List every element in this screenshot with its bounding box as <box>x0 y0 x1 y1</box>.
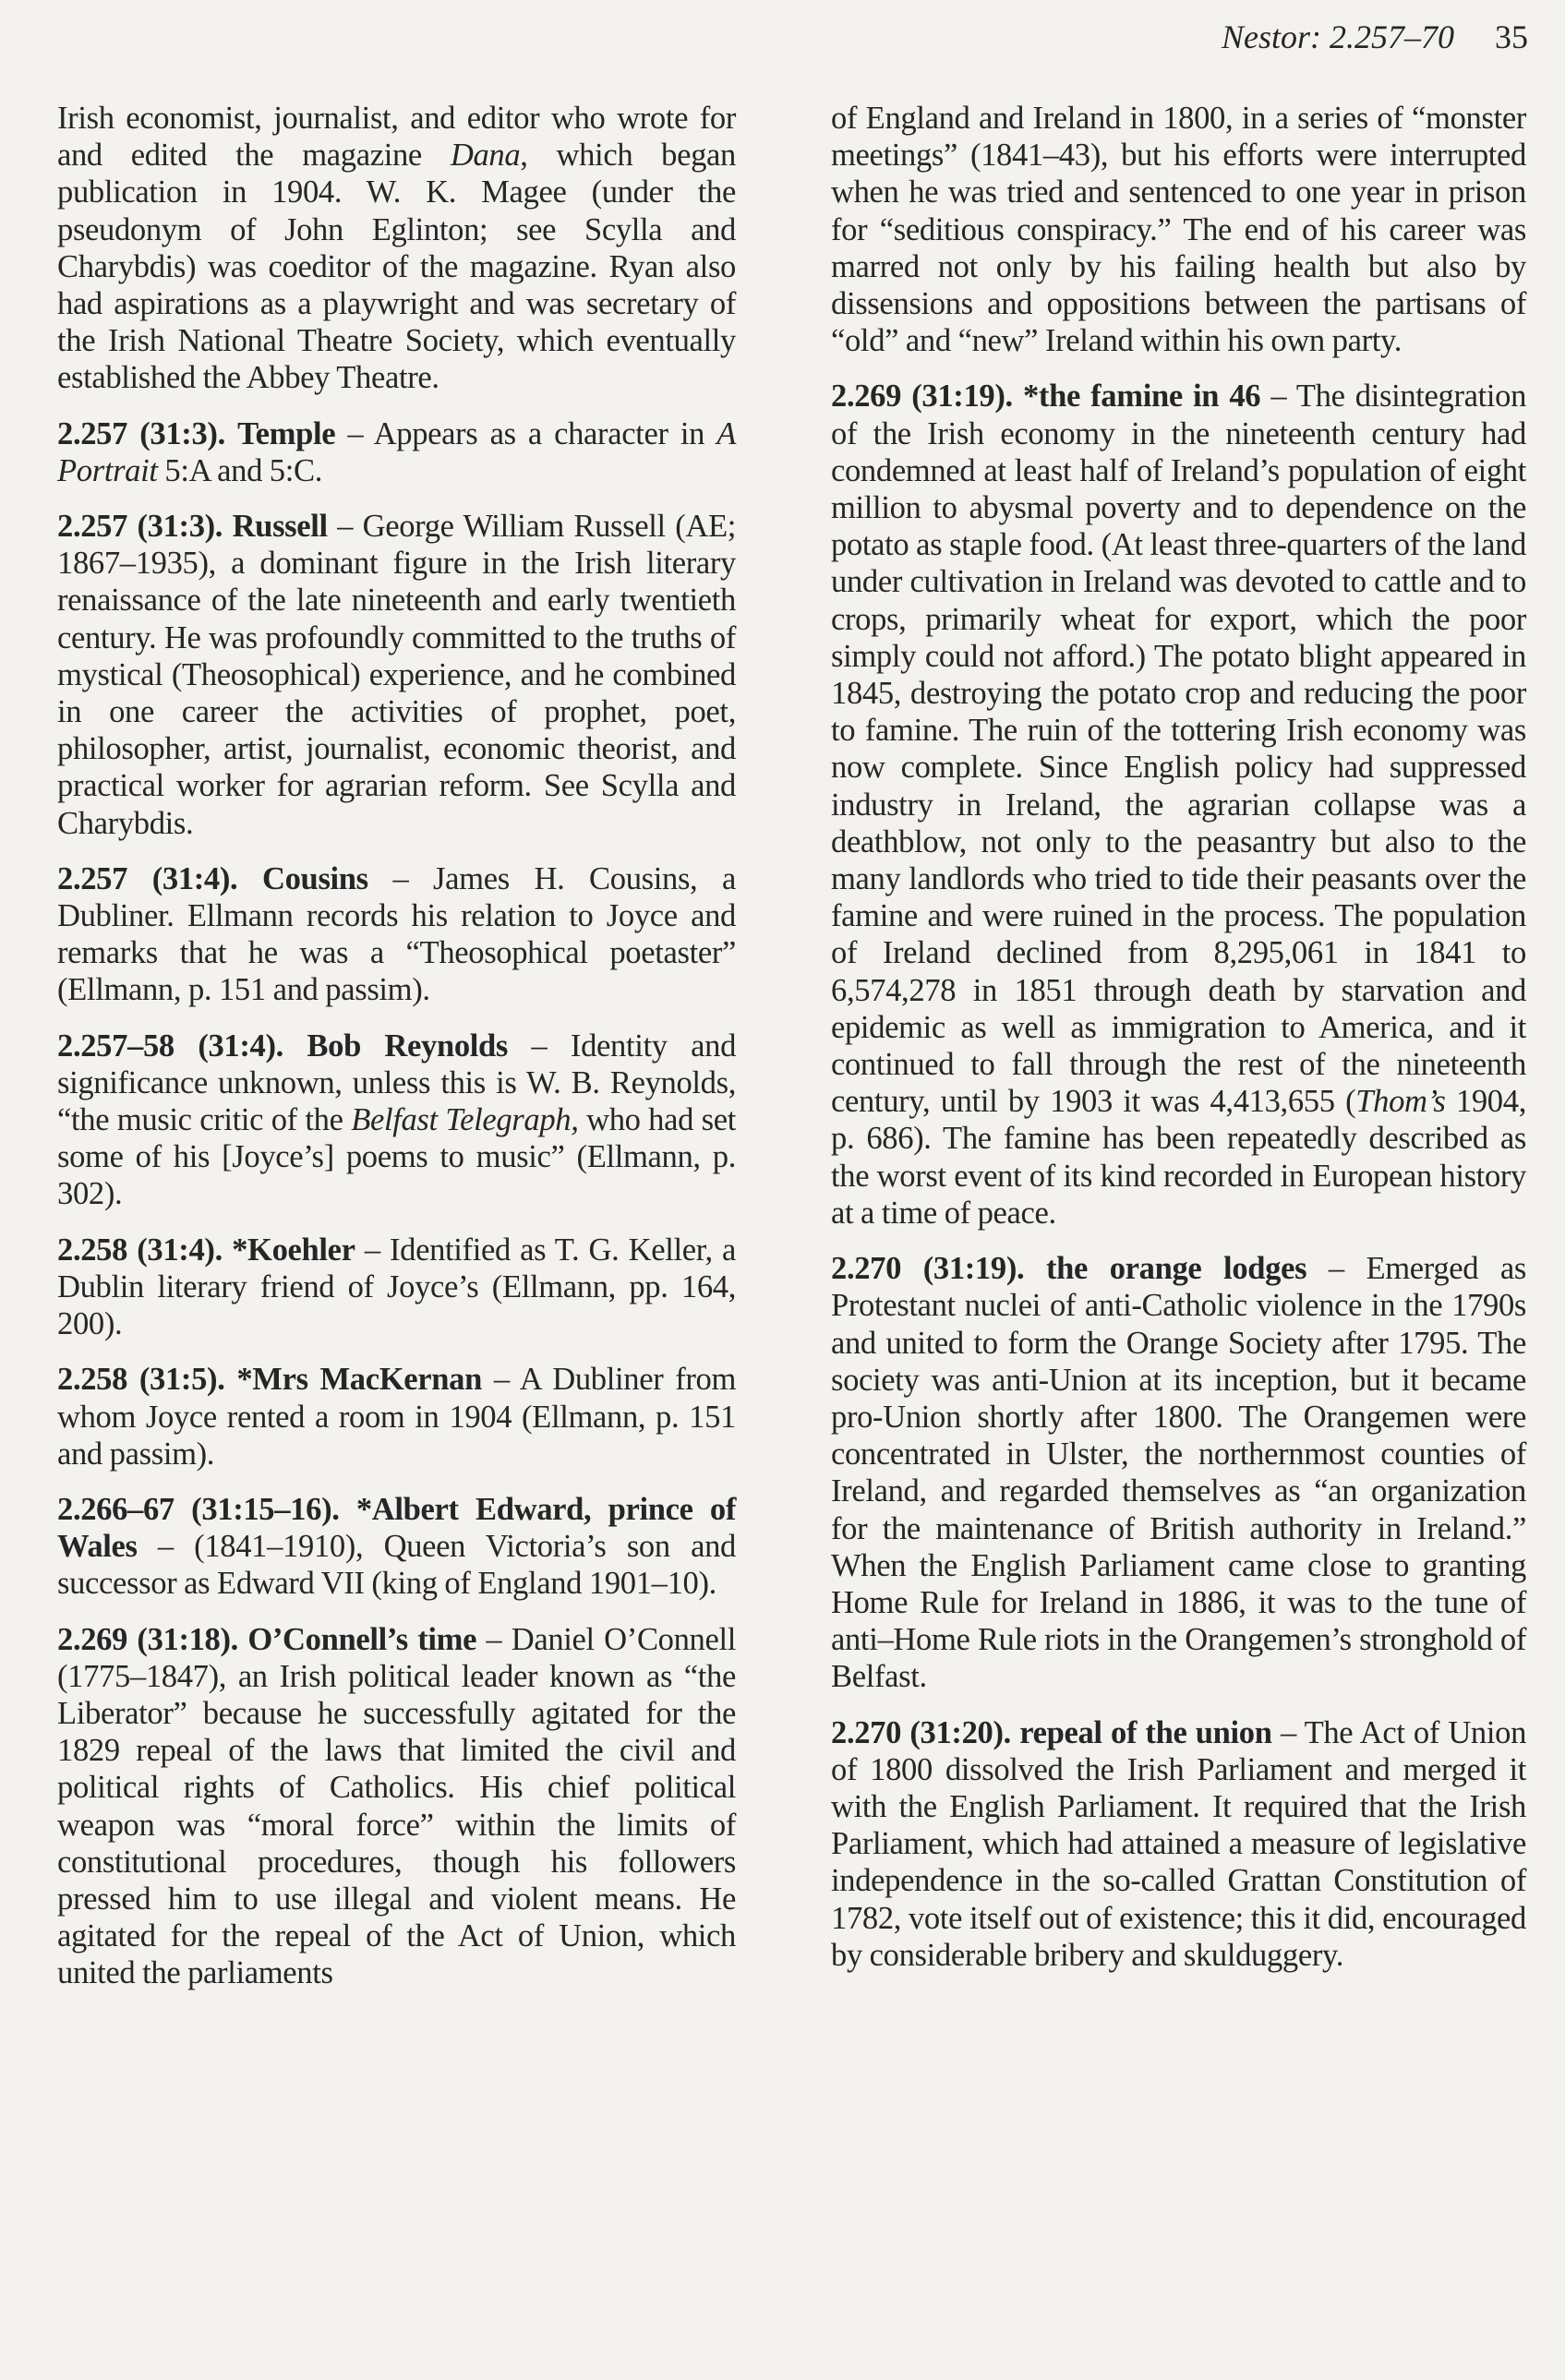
annotation-entry <box>57 1232 736 1343</box>
text-run: – Emerged as Protestant nuclei of anti-Catholic violence in the 1790s and united to form the Orange Society after 1795. The society was anti-Union at its inception, but it became pro-Union shortly after 1800. The Orangemen were concentrated in Ulster, the northernmost counties of Ireland, and regarded themselves as “an organization for the maintenance of British authority in Ireland.” When the English Parliament came close to granting Home Rule for Ireland in 1886, it was to the tune of anti–Home Rule riots in the Orangemen’s stronghold of Belfast. <box>831 1251 1526 1695</box>
entry-text <box>57 1361 736 1472</box>
annotation-entry <box>57 415 736 489</box>
italic-title: Belfast Telegraph, <box>351 1102 579 1138</box>
entry-reference: 2.257 (31:3). <box>57 415 225 451</box>
text-run: – (1841–1910), Queen Victoria’s son and successor as Edward VII (king of England 1901–10). <box>57 1529 736 1602</box>
entry-reference: 2.270 (31:20). <box>831 1714 1011 1750</box>
text-run: 5:A and 5:C. <box>157 452 323 488</box>
text-run: – The disintegration of the Irish economy in the nineteenth century had condemned at least half of Ireland’s population of eight million to abysmal poverty and to dependence on the potato as staple food. (At least three-quarters of the land under cultivation in Ireland was devoted to cattle and to crops, primarily wheat for export, which the poor simply could not afford.) The potato blight appeared in 1845, destroying the potato crop and reducing the poor to famine. The ruin of the tottering Irish economy was now complete. Since English policy had suppressed industry in Ireland, the agrarian collapse was a deathblow, not only to the peasantry but also to the many landlords who tried to tide their peasants over the famine and were ruined in the process. The population of Ireland declined from 8,295,061 in 1841 to 6,574,278 in 1851 through death by starvation and epidemic as well as immigration to America, and it continued to fall through the rest of the nineteenth century, until by 1903 it was 4,413,655 ( <box>831 379 1527 1120</box>
entry-reference: 2.266–67 (31:15–16). <box>57 1491 340 1527</box>
text-run: – Appears as a character in <box>335 415 717 451</box>
running-title: Nestor: 2.257–70 <box>1222 18 1454 55</box>
entry-lemma: *the famine in 46 <box>1022 379 1261 415</box>
annotation-entry <box>57 1621 736 1992</box>
continued-paragraph <box>831 100 1526 359</box>
running-head <box>1222 17 1528 57</box>
annotation-entry <box>57 1491 736 1603</box>
italic-title: A Portrait <box>57 415 737 488</box>
entry-reference: 2.257 (31:4). <box>57 860 238 896</box>
entry-text <box>57 508 736 842</box>
entry-lemma: *Koehler <box>232 1232 355 1268</box>
annotation-entry <box>831 1250 1526 1695</box>
annotation-entry <box>57 508 736 842</box>
entry-text <box>831 1714 1526 1974</box>
entry-lemma: O’Connell’s time <box>247 1621 477 1657</box>
text-run: – Daniel O’Connell (1775–1847), an Irish political leader known as “the Liberator” because he successfully agitated for the 1829 repeal of the laws that limited the civil and political rights of Catholics. His chief political weapon was “moral force” within the limits of constitutional procedures, though his followers pressed him to use illegal and violent means. He agitated for the repeal of the Act of Union, which united the parliaments <box>57 1621 736 1991</box>
annotation-entry <box>57 1028 736 1213</box>
text-run: – George William Russell (AE; 1867–1935), a dominant figure in the Irish literary renaissance of the late nineteenth and early twentieth century. He was profoundly committed to the truths of mystical (Theosophical) experience, and he combined in one career the activities of prophet, poet, philosopher, artist, journalist, economic theorist, and practical worker for agrarian reform. See Scylla and Charybdis. <box>57 509 737 841</box>
entry-lemma: *Albert Edward, prince of Wales <box>57 1491 737 1565</box>
annotation-entry <box>831 378 1526 1232</box>
text-run: who had set some of his [Joyce’s] poems to music” (Ellmann, p. 302). <box>57 1102 736 1212</box>
entry-lemma: *Mrs MacKernan <box>236 1362 482 1398</box>
text-run: – The Act of Union of 1800 dissolved the Irish Parliament and merged it with the English Parliament. It required that the Irish Parliament, which had attained a measure of legislative independence in the so-called Grattan Constitution of 1782, vote itself out of existence; this it did, encouraged by considerable bribery and skulduggery. <box>831 1714 1527 1973</box>
paragraph-text <box>831 100 1526 359</box>
text-run: 1904, p. 686). The famine has been repeatedly described as the worst event of its kind recorded in European history at a time of peace. <box>831 1084 1526 1231</box>
text-run: – James H. Cousins, a Dubliner. Ellmann records his relation to Joyce and remarks that he was a “Theosophical poetaster” (Ellmann, p. 151 and passim). <box>57 860 737 1008</box>
entry-text <box>57 1491 736 1603</box>
entry-lemma: Russell <box>232 509 328 545</box>
entry-reference: 2.257–58 (31:4). <box>57 1028 283 1064</box>
entry-reference: 2.258 (31:4). <box>57 1232 223 1268</box>
entry-reference: 2.257 (31:3). <box>57 509 223 545</box>
text-run: – A Dubliner from whom Joyce rented a room in 1904 (Ellmann, p. 151 and passim). <box>57 1362 737 1472</box>
entry-text <box>57 415 736 489</box>
entry-text <box>57 1232 736 1343</box>
paragraph-text <box>57 100 736 397</box>
text-run: – Identity and significance unknown, unless this is W. B. Reynolds, “the music critic of the <box>57 1028 737 1138</box>
entry-lemma: Bob Reynolds <box>307 1028 509 1064</box>
entry-reference: 2.269 (31:18). <box>57 1621 238 1657</box>
entry-lemma: repeal of the union <box>1019 1714 1272 1750</box>
entry-reference: 2.270 (31:19). <box>831 1251 1025 1287</box>
entry-reference: 2.269 (31:19). <box>831 379 1013 415</box>
entry-text <box>831 1250 1526 1695</box>
annotation-entry <box>57 860 736 1009</box>
entry-lemma: the orange lodges <box>1045 1251 1307 1287</box>
entry-reference: 2.258 (31:5). <box>57 1362 225 1398</box>
entry-text <box>831 378 1526 1232</box>
annotation-entry <box>57 1361 736 1472</box>
text-run: – Identified as T. G. Keller, a Dublin literary friend of Joyce’s (Ellmann, pp. 164, 200). <box>57 1232 737 1342</box>
continued-paragraph <box>57 100 736 397</box>
entry-text <box>57 860 736 1009</box>
italic-title: Dana <box>450 138 521 174</box>
right-column <box>831 100 1526 1992</box>
text-run: Irish economist, journalist, and editor who wrote for and edited the magazine <box>57 101 736 174</box>
entry-text <box>57 1028 736 1213</box>
entry-lemma: Temple <box>237 415 336 451</box>
entry-text <box>57 1621 736 1992</box>
entry-lemma: Cousins <box>262 860 368 896</box>
text-run: , which began publication in 1904. W. K. Magee (under the pseudonym of John Eglinton; see Scylla and Charybdis) was coeditor of the magazine. Ryan also had aspirations as a playwright and was secretary of the Irish National Theatre Society, which eventually established the Abbey Theatre. <box>57 138 736 396</box>
italic-title: Thom’s <box>1355 1084 1446 1120</box>
page-number: 35 <box>1495 18 1528 55</box>
text-run: of England and Ireland in 1800, in a series of “monster meetings” (1841–43), but his efforts were interrupted when he was tried and sentenced to one year in prison for “seditious conspiracy.” The end of his career was marred not only by his failing health but also by dissensions and oppositions between the partisans of “old” and “new” Ireland within his own party. <box>831 101 1526 359</box>
annotation-entry <box>831 1714 1526 1974</box>
left-column <box>57 100 736 2011</box>
